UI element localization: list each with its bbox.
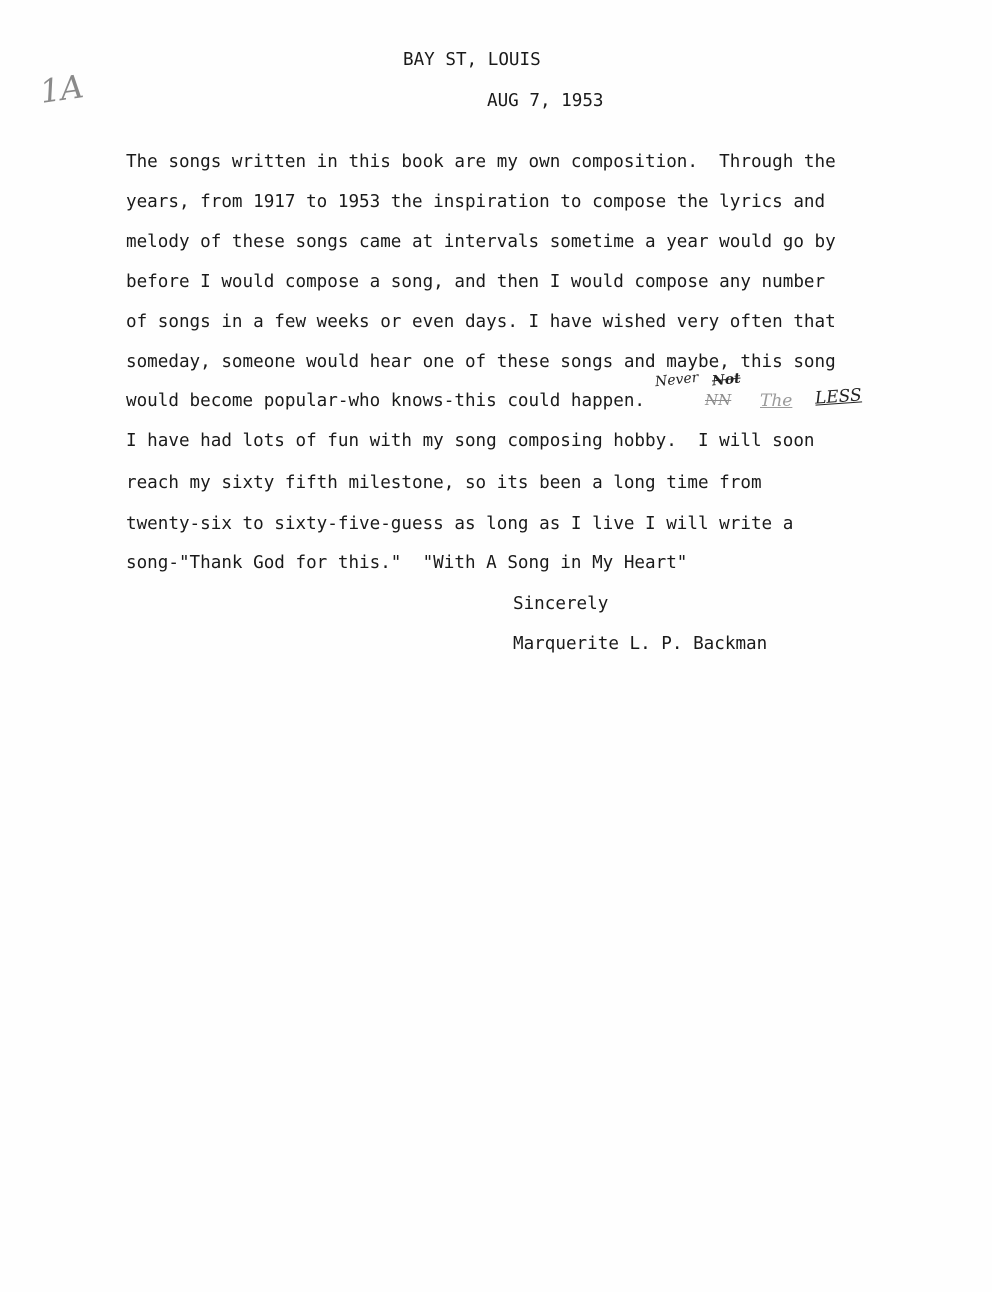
handwritten-insert-never: Never <box>654 369 700 391</box>
body-line: The songs written in this book are my own composition. Through the <box>126 152 836 172</box>
location-heading: BAY ST, LOUIS <box>403 50 541 70</box>
body-line: years, from 1917 to 1953 the inspiration to compose the lyrics and <box>126 192 826 212</box>
page-number-handwritten: 1A <box>37 67 86 111</box>
struck-typed-text: NN <box>705 391 732 409</box>
body-line: reach my sixty fifth milestone, so its been a long time from <box>126 473 762 493</box>
handwritten-struck-word: Not <box>711 370 742 390</box>
body-line: melody of these songs came at intervals sometime a year would go by <box>126 232 836 252</box>
date-heading: AUG 7, 1953 <box>487 91 604 111</box>
closing: Sincerely <box>513 594 609 614</box>
body-line: I have had lots of fun with my song composing hobby. I will soon <box>126 431 815 451</box>
signature-name: Marquerite L. P. Backman <box>513 634 768 654</box>
body-line: someday, someone would hear one of these songs and maybe, this song <box>126 352 836 372</box>
body-line: of songs in a few weeks or even days. I have wished very often that <box>126 312 836 332</box>
handwritten-insert-less: LESS <box>814 385 863 409</box>
body-line: would become popular-who knows-this could happen. <box>126 391 646 411</box>
body-line: twenty-six to sixty-five-guess as long as I live I will write a <box>126 514 794 534</box>
handwritten-insert-the: The <box>760 391 793 411</box>
body-line: before I would compose a song, and then I would compose any number <box>126 272 826 292</box>
body-line: song-"Thank God for this." "With A Song in My Heart" <box>126 553 688 573</box>
